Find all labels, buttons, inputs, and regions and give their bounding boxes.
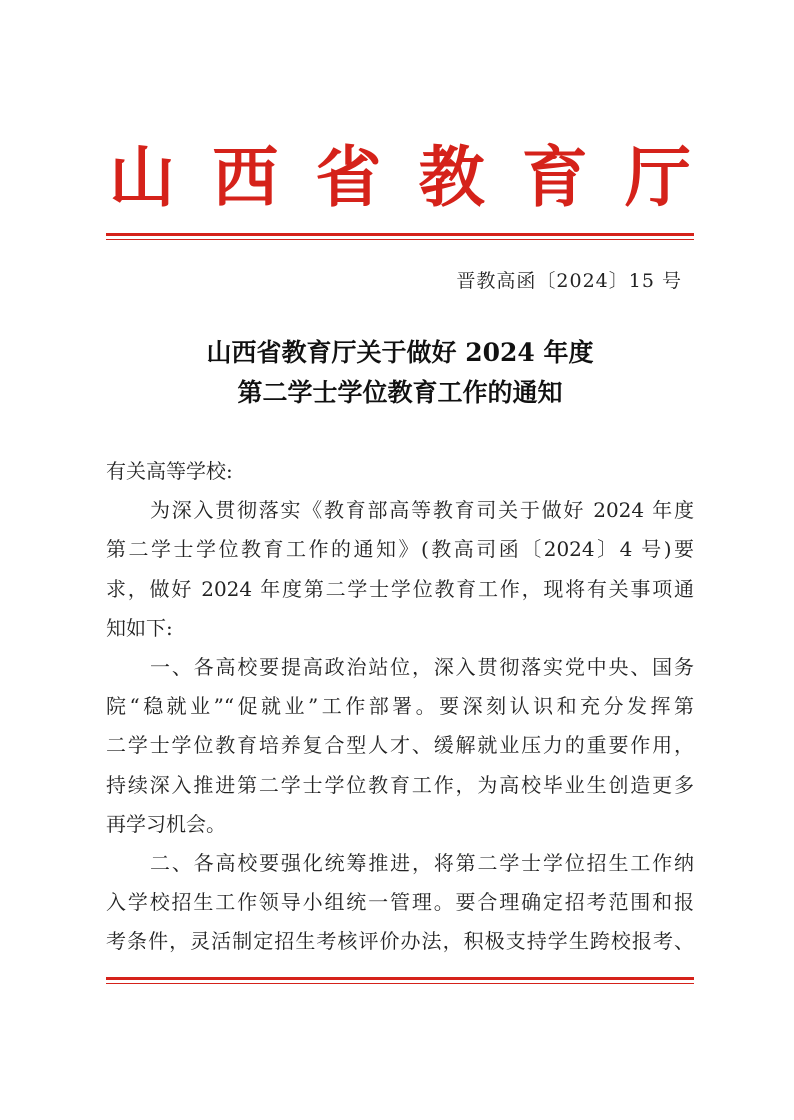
body-line: 持续深入推进第二学士学位教育工作，为高校毕业生创造更多 <box>106 772 694 797</box>
agency-char: 西 <box>212 139 279 216</box>
agency-char: 省 <box>315 139 382 216</box>
agency-char: 教 <box>418 139 485 216</box>
rule-thin-line <box>106 239 694 240</box>
rule-thick-line <box>106 977 694 980</box>
body-line: 院“稳就业”“促就业”工作部署。要深刻认识和充分发挥第 <box>106 694 694 719</box>
agency-char: 育 <box>521 139 588 216</box>
rule-thin-line <box>106 983 694 984</box>
body-line: 再学习机会。 <box>106 811 226 836</box>
body-line: 知如下: <box>106 615 173 640</box>
footer-red-rule <box>106 977 694 984</box>
body-line: 求，做好 2024 年度第二学士学位教育工作，现将有关事项通 <box>106 576 694 601</box>
title-line-1: 山西省教育厅关于做好 2024 年度 <box>206 338 594 367</box>
agency-char: 山 <box>109 139 175 216</box>
document-title <box>106 333 694 413</box>
rule-thick-line <box>106 233 694 236</box>
body-line: 一、各高校要提高政治站位，深入贯彻落实党中央、国务 <box>150 654 694 679</box>
agency-char: 厅 <box>624 139 691 216</box>
body-line: 为深入贯彻落实《教育部高等教育司关于做好 2024 年度 <box>150 498 694 523</box>
body-line: 考条件，灵活制定招生考核评价办法，积极支持学生跨校报考、 <box>106 929 694 954</box>
agency-header-title <box>105 138 695 218</box>
header-red-rule <box>106 233 694 240</box>
body-line: 入学校招生工作领导小组统一管理。要合理确定招考范围和报 <box>106 890 694 915</box>
body-line: 二学士学位教育培养复合型人才、缓解就业压力的重要作用， <box>106 733 694 758</box>
title-line-2: 第二学士学位教育工作的通知 <box>237 378 563 407</box>
document-number: 晋教高函〔2024〕15 号 <box>456 270 682 292</box>
body-line: 第二学士学位教育工作的通知》(教高司函〔2024〕4 号)要 <box>106 537 694 562</box>
document-body <box>106 452 694 961</box>
salutation: 有关高等学校: <box>106 459 233 483</box>
body-line: 二、各高校要强化统筹推进，将第二学士学位招生工作纳 <box>150 850 694 875</box>
